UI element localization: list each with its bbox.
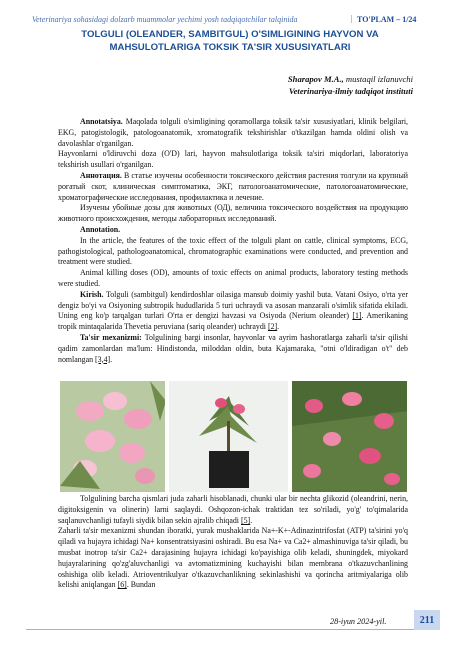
intro-paragraph (58, 290, 408, 333)
mechanism-cont-text-2: . Bundan (126, 580, 156, 590)
author-block (288, 73, 413, 97)
running-title[interactable]: Veterinariya sohasidagi dolzarb muammolar yechimi yosh tadqiqotchilar talqinida (32, 15, 298, 24)
mechanism-paragraph (58, 333, 408, 365)
mechanism-heading: Ta'sir mexanizmi: (80, 332, 142, 342)
abstract-uz-p2: Hayvonlarni o'ldiruvchi doza (O'D) lari, hayvon mahsulotlariga toksik ta'siri miqdorlari, laboratoriya tekshirish usullari o'rganilgan. (58, 149, 408, 170)
abstract-ru-label: Аннотация. (80, 170, 122, 180)
citation-link[interactable]: [5] (240, 515, 251, 525)
figure-caption (58, 494, 408, 526)
abstract-ru-text: В статье изучены особенности токсического действия растения толгули на крупный рогатый скот, клиническая симптоматика, ЭКГ, патологоанатомические, патологоанатомические, хроматографические исследования, профилактика и лечение. (58, 170, 408, 202)
abstract-en-p2: Animal killing doses (OD), amounts of toxic effects on animal products, laboratory testing methods were studied. (58, 268, 408, 288)
oleander-pot-photo (169, 381, 287, 492)
mechanism-cont-text: Zaharli ta'sir mexanizmi shundan iboratki, yurak mushaklarida Na+-K+-Adinazintrifosfat (ATP) ta'sirini yo'q qiladi va hujayra ichidagi Na+ konsentratsiyasini oshiradi. Bu esa Na+ va Ca2+ almashinuviga ta'sir qiladi, bu musbat inotrop ta'sir Ca2+ darajasining hujayra ichidagi ko'payishiga olib keladi, shuningdek, miyokard hujayralarining qo'zg'aluvchanligi va avtomatizmining kuchayishi bilan membrana o'tkazuvchanlining oshishiga olib keladi. Atrioventrikulyar o'tkazuvchanlikning sekinlashishi va qorincha aritmiyalariga olib kelishi aniqlangan (58, 526, 408, 590)
footer-date: 28-iyun 2024-yil. (330, 617, 387, 626)
abstract-uz-text: Maqolada tolguli o'simligining qoramollarga toksik ta'sir xususiyatlari, klinik belgilari, EKG, patogistologik, patologoanatomik, xromatografik tekshirishlar o'tkazilgan hamda oldini olish va davolashlar o'rganilgan. (58, 117, 408, 148)
running-header (26, 15, 444, 27)
article-body (58, 117, 408, 365)
author-institution: Veterinariya-ilmiy tadqiqot instituti (288, 86, 413, 96)
abstract-ru-p2: Изучены убойные дозы для животных (ОД), величина токсического воздействия на продукцию животного происхождения, методы лабораторных исследований. (58, 203, 408, 224)
author-name: Sharapov M.A., (287, 74, 344, 84)
oleander-flowers-photo (60, 381, 165, 492)
article-title: TOLGULI (OLEANDER, SAMBITGUL) O'SIMLIGINING HAYVON VA MAHSULOTLARIGA TOKSIK TA'SIR XUSUSIYATLARI (81, 29, 379, 53)
abstract-ru (58, 171, 408, 203)
mechanism-text-2: . (110, 354, 113, 364)
figure-caption-block (58, 494, 408, 591)
page-number: 211 (414, 610, 440, 630)
abstract-en-heading: Annotation. (80, 224, 121, 234)
abstract-uz-label: Annotatsiya. (80, 117, 123, 126)
intro-text-2: . Amerikaning tropik mintaqalarida Thevetia peruviana (sariq oleander) uchraydi (58, 311, 408, 332)
intro-text-3: . (277, 322, 280, 332)
mechanism-text: Tolgulining bargi insonlar, hayvonlar va ayrim hashoratlarga zaharli ta'sir qilishi qadim zamonlardan ma'lum: Hindistonda, miloddan oldin, buta Kajamaraka, "otni o'ldiradigan o't" deb nomlangan (58, 332, 408, 364)
citation-link[interactable]: [3,4] (95, 354, 111, 364)
oleander-bush-photo (292, 381, 407, 492)
abstract-en-p1: In the article, the features of the toxic effect of the tolguli plant on cattle, clinical symptoms, ECG, pathogistological, pathologoanatomical, chromatographic examinations were conducted, and prevention and treatment were studied. (58, 235, 408, 267)
citation-link[interactable]: [1] (352, 311, 362, 321)
caption-text: Tolgulining barcha qismlari juda zaharli hisoblanadi, chunki ular bir nechta glikozid (oleandrini, nerin, digitoksigenin va olinerin) larni saqlaydi. Oshqozon-ichak traktidan tez so'riladi, yo'g' to'qimalarida saqlanuvchanligi tufayli siydik bilan sekin ajralib chiqadi (58, 494, 408, 525)
abstract-en-label (58, 225, 408, 236)
abstract-uz (58, 117, 408, 149)
intro-heading: Kirish. (80, 289, 104, 299)
citation-link[interactable]: [6] (117, 580, 127, 590)
caption-text-2: . (250, 515, 253, 525)
author-role: mustaqil izlanuvchi (343, 74, 413, 84)
header-separator: | (351, 14, 353, 23)
figure-photos (60, 381, 407, 492)
journal-name: TO'PLAM – 1/24 (357, 15, 417, 24)
footer-divider (26, 629, 414, 630)
intro-text: Tolguli (sambitgul) kendirdoshlar oilasiga mansub doimiy yashil buta. Vatani Osiyo, o'rta yer dengiz bo'yi va Osiyoning subtropik hududlarida 5 turi uchraydi va asosan manzarali o'simlik sifatida ekiladi. Uning eng ko'p tarqalgan turlari O'rta er dengizi havzasi va Osiyoda (Nerium oleander) (58, 289, 408, 321)
citation-link[interactable]: [2] (267, 322, 278, 332)
mechanism-continued (58, 526, 408, 591)
